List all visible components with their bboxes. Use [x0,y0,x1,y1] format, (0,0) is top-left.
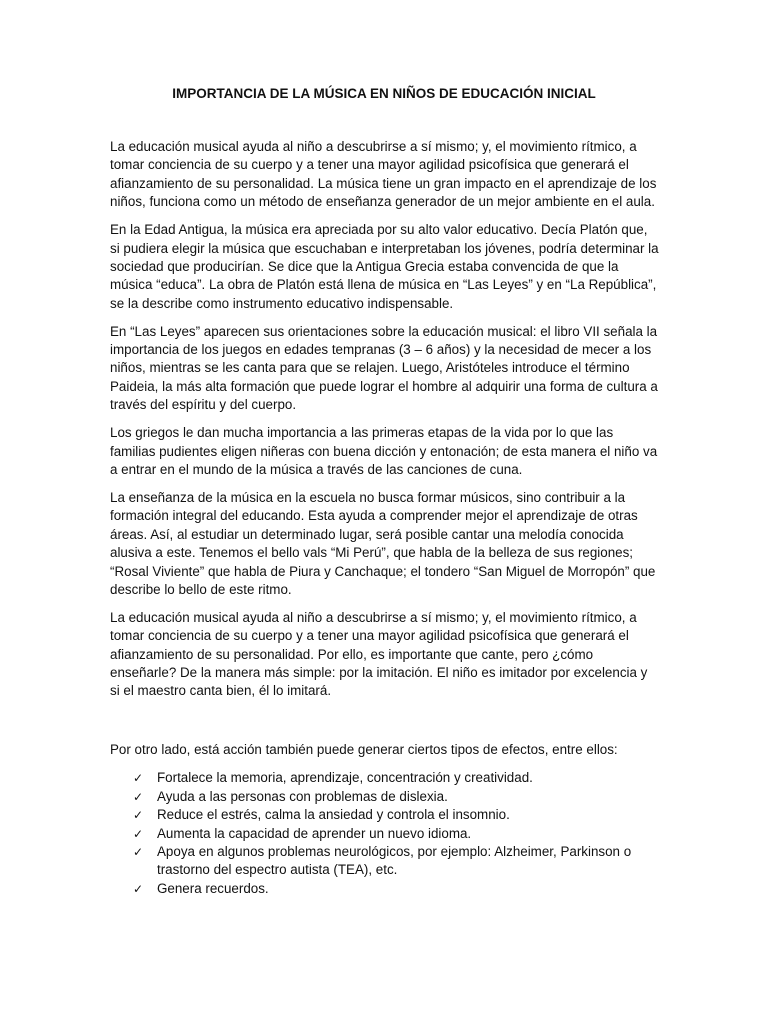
checkmark-icon: ✓ [133,826,144,841]
list-item-text: Apoya en algunos problemas neurológicos, por ejemplo: Alzheimer, Parkinson o trastorno del espectro autista (TEA), etc. [157,843,632,878]
effects-checklist [110,769,660,898]
list-item [110,806,660,824]
list-item [110,880,660,898]
effects-intro: Por otro lado, está acción también puede generar ciertos tipos de efectos, entre ellos: [110,741,618,757]
paragraph-3: En “Las Leyes” aparecen sus orientaciones sobre la educación musical: el libro VII señala la importancia de los juegos en edades tempranas (3 – 6 años) y la necesidad de mecer a los niños, mientras se les canta para que se relajen. Luego, Aristóteles introduce el término Paideia, la más alta formación que puede lograr el hombre al adquirir una forma de cultura a través del espíritu y del cuerpo. [110,323,658,413]
checkmark-icon: ✓ [133,808,144,823]
paragraph-4: Los griegos le dan mucha importancia a las primeras etapas de la vida por lo que las familias pudientes eligen niñeras con buena dicción y entonación; de esta manera el niño va a entrar en el mundo de la música a través de las canciones de cuna. [110,425,658,477]
list-item [110,843,660,880]
paragraph-5: La enseñanza de la música en la escuela no busca formar músicos, sino contribuir a la formación integral del educando. Esta ayuda a comprender mejor el aprendizaje de otras áreas. Así, al estudiar un determinado lugar, será posible cantar una melodía conocida alusiva a este. Tenemos el bello vals “Mi Perú”, que habla de la belleza de sus regiones; “Rosal Viviente” que habla de Piura y Canchaque; el tondero “San Miguel de Morropón” que describe lo bello de este ritmo. [110,489,656,597]
checkmark-icon: ✓ [133,881,144,896]
document-body [110,138,660,898]
paragraph-2: En la Edad Antigua, la música era apreciada por su alto valor educativo. Decía Platón que, si pudiera elegir la música que escuchaban e interpretaban los jóvenes, podría determinar la sociedad que producirían. Se dice que la Antigua Grecia estaba convencida de que la música “educa”. La obra de Platón está llena de música en “Las Leyes” y en “La República”, se la describe como instrumento educativo indispensable. [110,222,659,311]
list-item-text: Fortalece la memoria, aprendizaje, concentración y creatividad. [157,770,533,786]
paragraph-6: La educación musical ayuda al niño a descubrirse a sí mismo; y, el movimiento rítmico, a tomar conciencia de su cuerpo y a tener una mayor agilidad psicofísica que generará el afianzamiento de su personalidad. Por ello, es importante que cante, pero ¿cómo enseñarle? De la manera más simple: por la imitación. El niño es imitador por excelencia y si el maestro canta bien, él lo imitará. [110,609,648,699]
checkmark-icon: ✓ [133,789,144,804]
list-item-text: Reduce el estrés, calma la ansiedad y controla el insomnio. [157,807,510,823]
list-item-text: Genera recuerdos. [157,880,269,896]
paragraph-1: La educación musical ayuda al niño a descubrirse a sí mismo; y, el movimiento rítmico, a tomar conciencia de su cuerpo y a tener una mayor agilidad psicofísica que generará el afianzamiento de su personalidad. La música tiene un gran impacto en el aprendizaje de los niños, funciona como un método de enseñanza generador de un mejor ambiente en el aula. [110,139,657,210]
list-item [110,788,660,806]
list-item [110,825,660,843]
list-item-text: Aumenta la capacidad de aprender un nuevo idioma. [157,825,472,841]
document-title: IMPORTANCIA DE LA MÚSICA EN NIÑOS DE EDUCACIÓN INICIAL [172,86,596,101]
checkmark-icon: ✓ [133,771,144,786]
checkmark-icon: ✓ [133,844,144,859]
list-item [110,769,660,787]
list-item-text: Ayuda a las personas con problemas de dislexia. [157,788,448,804]
